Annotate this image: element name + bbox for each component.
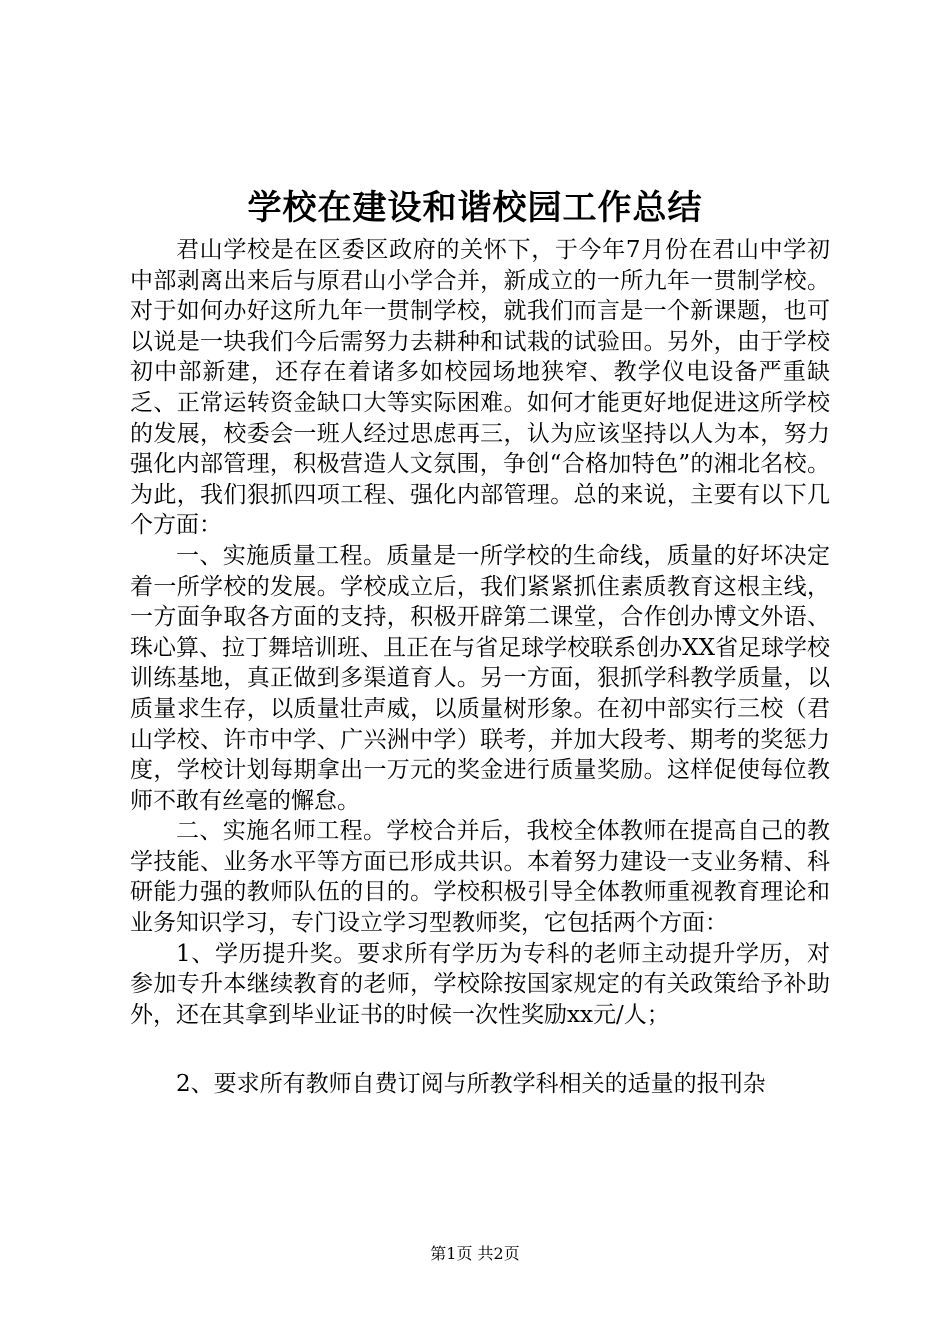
paragraph-famous-teacher-project: 二、实施名师工程。学校合并后，我校全体教师在提高自己的教学技能、业务水平等方面已形成共识。本着努力建设一支业务精、科研能力强的教师队伍的目的。学校积极引导全体教师重视教育理论和业务知识学习，专门设立学习型教师奖，它包括两个方面：	[130, 818, 830, 937]
document-body	[130, 235, 830, 1100]
document-title: 学校在建设和谐校园工作总结	[247, 188, 703, 228]
paragraph-quality-project: 一、实施质量工程。质量是一所学校的生命线，质量的好坏决定着一所学校的发展。学校成立后，我们紧紧抓住素质教育这根主线，一方面争取各方面的支持，积极开辟第二课堂，合作创办博文外语、珠心算、拉丁舞培训班、且正在与省足球学校联系创办XX省足球学校训练基地，真正做到多渠道育人。另一方面，狠抓学科教学质量，以质量求生存，以质量壮声威，以质量树形象。在初中部实行三校（君山学校、许市中学、广兴洲中学）联考，并加大段考、期考的奖惩力度，学校计划每期拿出一万元的奖金进行质量奖励。这样促使每位教师不敢有丝毫的懈怠。	[130, 542, 830, 814]
paragraph-degree-award: 1、学历提升奖。要求所有学历为专科的老师主动提升学历，对参加专升本继续教育的老师，学校除按国家规定的有关政策给予补助外，还在其拿到毕业证书的时候一次性奖励xx元/人；	[130, 940, 830, 1028]
page-number-footer: 第1页 共2页	[430, 1244, 520, 1263]
paragraph-subscription: 2、要求所有教师自费订阅与所教学科相关的适量的报刊杂	[176, 1071, 766, 1098]
paragraph-spacer	[130, 1030, 830, 1069]
paragraph-intro: 君山学校是在区委区政府的关怀下，于今年7月份在君山中学初中部剥离出来后与原君山小学合并，新成立的一所九年一贯制学校。对于如何办好这所九年一贯制学校，就我们而言是一个新课题，也可以说是一块我们今后需努力去耕种和试栽的试验田。另外，由于学校初中部新建，还存在着诸多如校园场地狭窄、教学仪电设备严重缺乏、正常运转资金缺口大等实际困难。如何才能更好地促进这所学校的发展，校委会一班人经过思虑再三，认为应该坚持以人为本，努力强化内部管理，积极营造人文氛围，争创“合格加特色”的湘北名校。为此，我们狠抓四项工程、强化内部管理。总的来说，主要有以下几个方面：	[130, 237, 830, 539]
